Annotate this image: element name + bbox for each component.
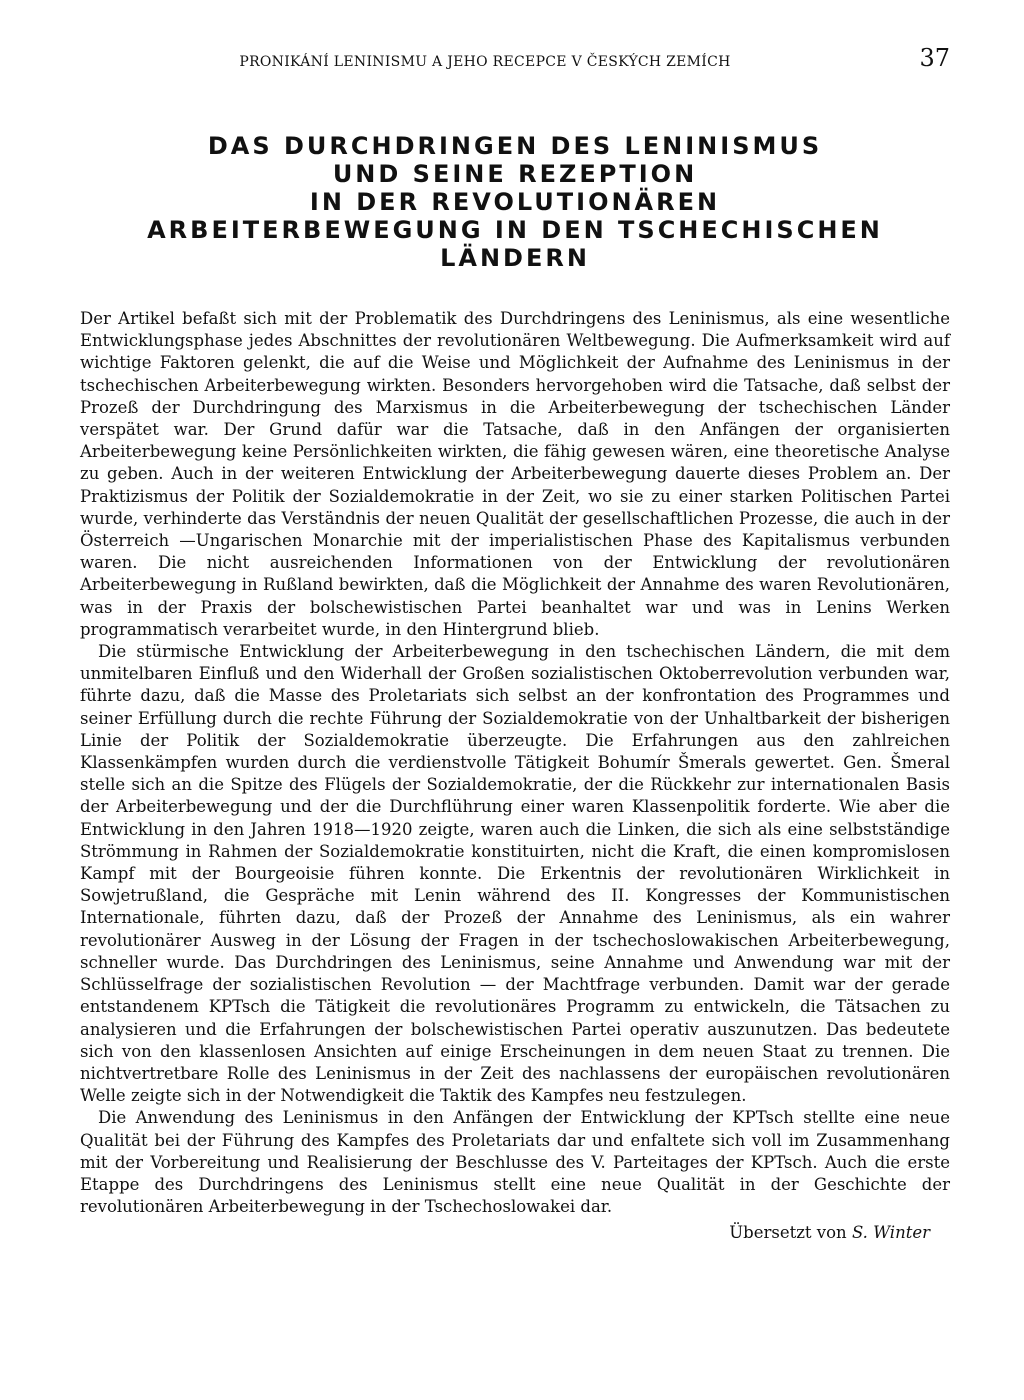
title-line: DAS DURCHDRINGEN DES LENINISMUS — [207, 132, 823, 160]
article-title — [80, 132, 950, 272]
body-paragraph: Die Anwendung des Leninismus in den Anfängen der Entwicklung der KPTsch stellte eine neue Qualität bei der Führung des Kampfes des Proletariats dar und enfaltete sich voll im Zusammenhang mit der Vorbereitung und Realisierung der Beschlusse des V. Parteitages der KPTsch. Auch die erste Etappe des Durchdringens des Leninismus stellt eine neue Qualität in der Geschichte der revolutionären Arbeiterbewegung in der Tschechoslowakei dar. — [80, 1108, 950, 1217]
page-number: 37 — [919, 44, 950, 72]
body-paragraph: Der Artikel befaßt sich mit der Problematik des Durchdringens des Leninismus, als eine wesentliche Entwicklungsphase jedes Abschnittes der revolutionären Weltbewegung. Die Aufmerksamkeit wird auf wichtige Faktoren gelenkt, die auf die Weise und Möglichkeit der Aufnahme des Leninismus in der tschechischen Arbeiterbewegung wirkten. Besonders hervorgehoben wird die Tatsache, daß selbst der Prozeß der Durchdringung des Marxismus in die Arbeiterbewegung der tschechischen Länder verspätet war. Der Grund dafür war die Tatsache, daß in den Anfängen der organisierten Arbeiterbewegung keine Persönlichkeiten wirkten, die fähig gewesen wären, eine theoretische Analyse zu geben. Auch in der weiteren Entwicklung der Arbeiterbewegung dauerte dieses Problem an. Der Praktizismus der Politik der Sozialdemokratie in der Zeit, wo sie zu einer starken Politischen Partei wurde, verhinderte das Verständnis der neuen Qualität der gesellschaftlichen Prozesse, die auch in der Österreich —Ungarischen Monarchie mit der imperialistischen Phase des Kapitalismus verbunden waren. Die nicht ausreichenden Informationen von der Entwicklung der revolutionären Arbeiterbewegung in Rußland bewirkten, daß die Möglichkeit der Annahme des waren Revolutionären, was in der Praxis der bolschewistischen Partei beanhaltet war und was in Lenins Werken programmatisch verarbeitet wurde, in den Hintergrund blieb. — [80, 309, 950, 639]
running-title: PRONIKÁNÍ LENINISMU A JEHO RECEPCE V ČESKÝCH ZEMÍCH — [239, 54, 731, 70]
body-paragraph: Die stürmische Entwicklung der Arbeiterbewegung in den tschechischen Ländern, die mit dem unmitelbaren Einfluß und den Widerhall der Großen sozialistischen Oktoberrevolution verbunden war, führte dazu, daß die Masse des Proletariats sich selbst an der konfrontation des Programmes und seiner Erfüllung durch die rechte Führung der Sozialdemokratie von der Unhaltbarkeit der bisherigen Linie der Politik der Sozialdemokratie überzeugte. Die Erfahrungen aus den zahlreichen Klassenkämpfen wurden durch die verdienstvolle Tätigkeit Bohumír Šmerals gewertet. Gen. Šmeral stelle sich an die Spitze des Flügels der Sozialdemokratie, der die Rückkehr zur internationalen Basis der Arbeiterbewegung und der die Durchflührung einer waren Klassenpolitik forderte. Wie aber die Entwicklung in den Jahren 1918—1920 zeigte, waren auch die Linken, die sich als eine selbstständige Strömmung in Rahmen der Sozialdemokratie konstituirten, nicht die Kraft, die einen kompromislosen Kampf mit der Bourgeoisie führen konnte. Die Erkentnis der revolutionären Wirklichkeit in Sowjetrußland, die Gespräche mit Lenin während des II. Kongresses der Kommunistischen Internationale, führten dazu, daß der Prozeß der Annahme des Leninismus, als ein wahrer revolutionärer Ausweg in der Lösung der Fragen in der tschechoslowakischen Arbeiterbewegung, schneller wurde. Das Durchdringen des Leninismus, seine Annahme und Anwendung war mit der Schlüsselfrage der sozialistischen Revolution — der Machtfrage verbunden. Damit war der gerade entstandenem KPTsch die Tätigkeit die revolutionäres Programm zu entwickeln, die Tätsachen zu analysieren und die Erfahrungen der bolschewistischen Partei operativ auszunutzen. Das bedeutete sich von den klassenlosen Ansichten auf einige Erscheinungen in dem neuen Staat zu trennen. Die nichtvertretbare Rolle des Leninismus in der Zeit des nachlassens der europäischen revolutionären Welle zeigte sich in der Notwendigkeit die Taktik des Kampfes neu festzulegen. — [80, 642, 950, 1106]
translator-credit — [80, 1222, 950, 1244]
title-line: LÄNDERN — [440, 244, 590, 272]
running-header — [80, 40, 950, 80]
article-body — [80, 308, 950, 1218]
translator-name: S. Winter — [851, 1223, 930, 1243]
title-line: IN DER REVOLUTIONÄREN — [309, 188, 721, 216]
title-line: UND SEINE REZEPTION — [332, 160, 698, 188]
translator-prefix: Übersetzt von — [729, 1223, 847, 1243]
document-page — [80, 40, 950, 1244]
title-line: ARBEITERBEWEGUNG IN DEN TSCHECHISCHEN — [147, 216, 883, 244]
